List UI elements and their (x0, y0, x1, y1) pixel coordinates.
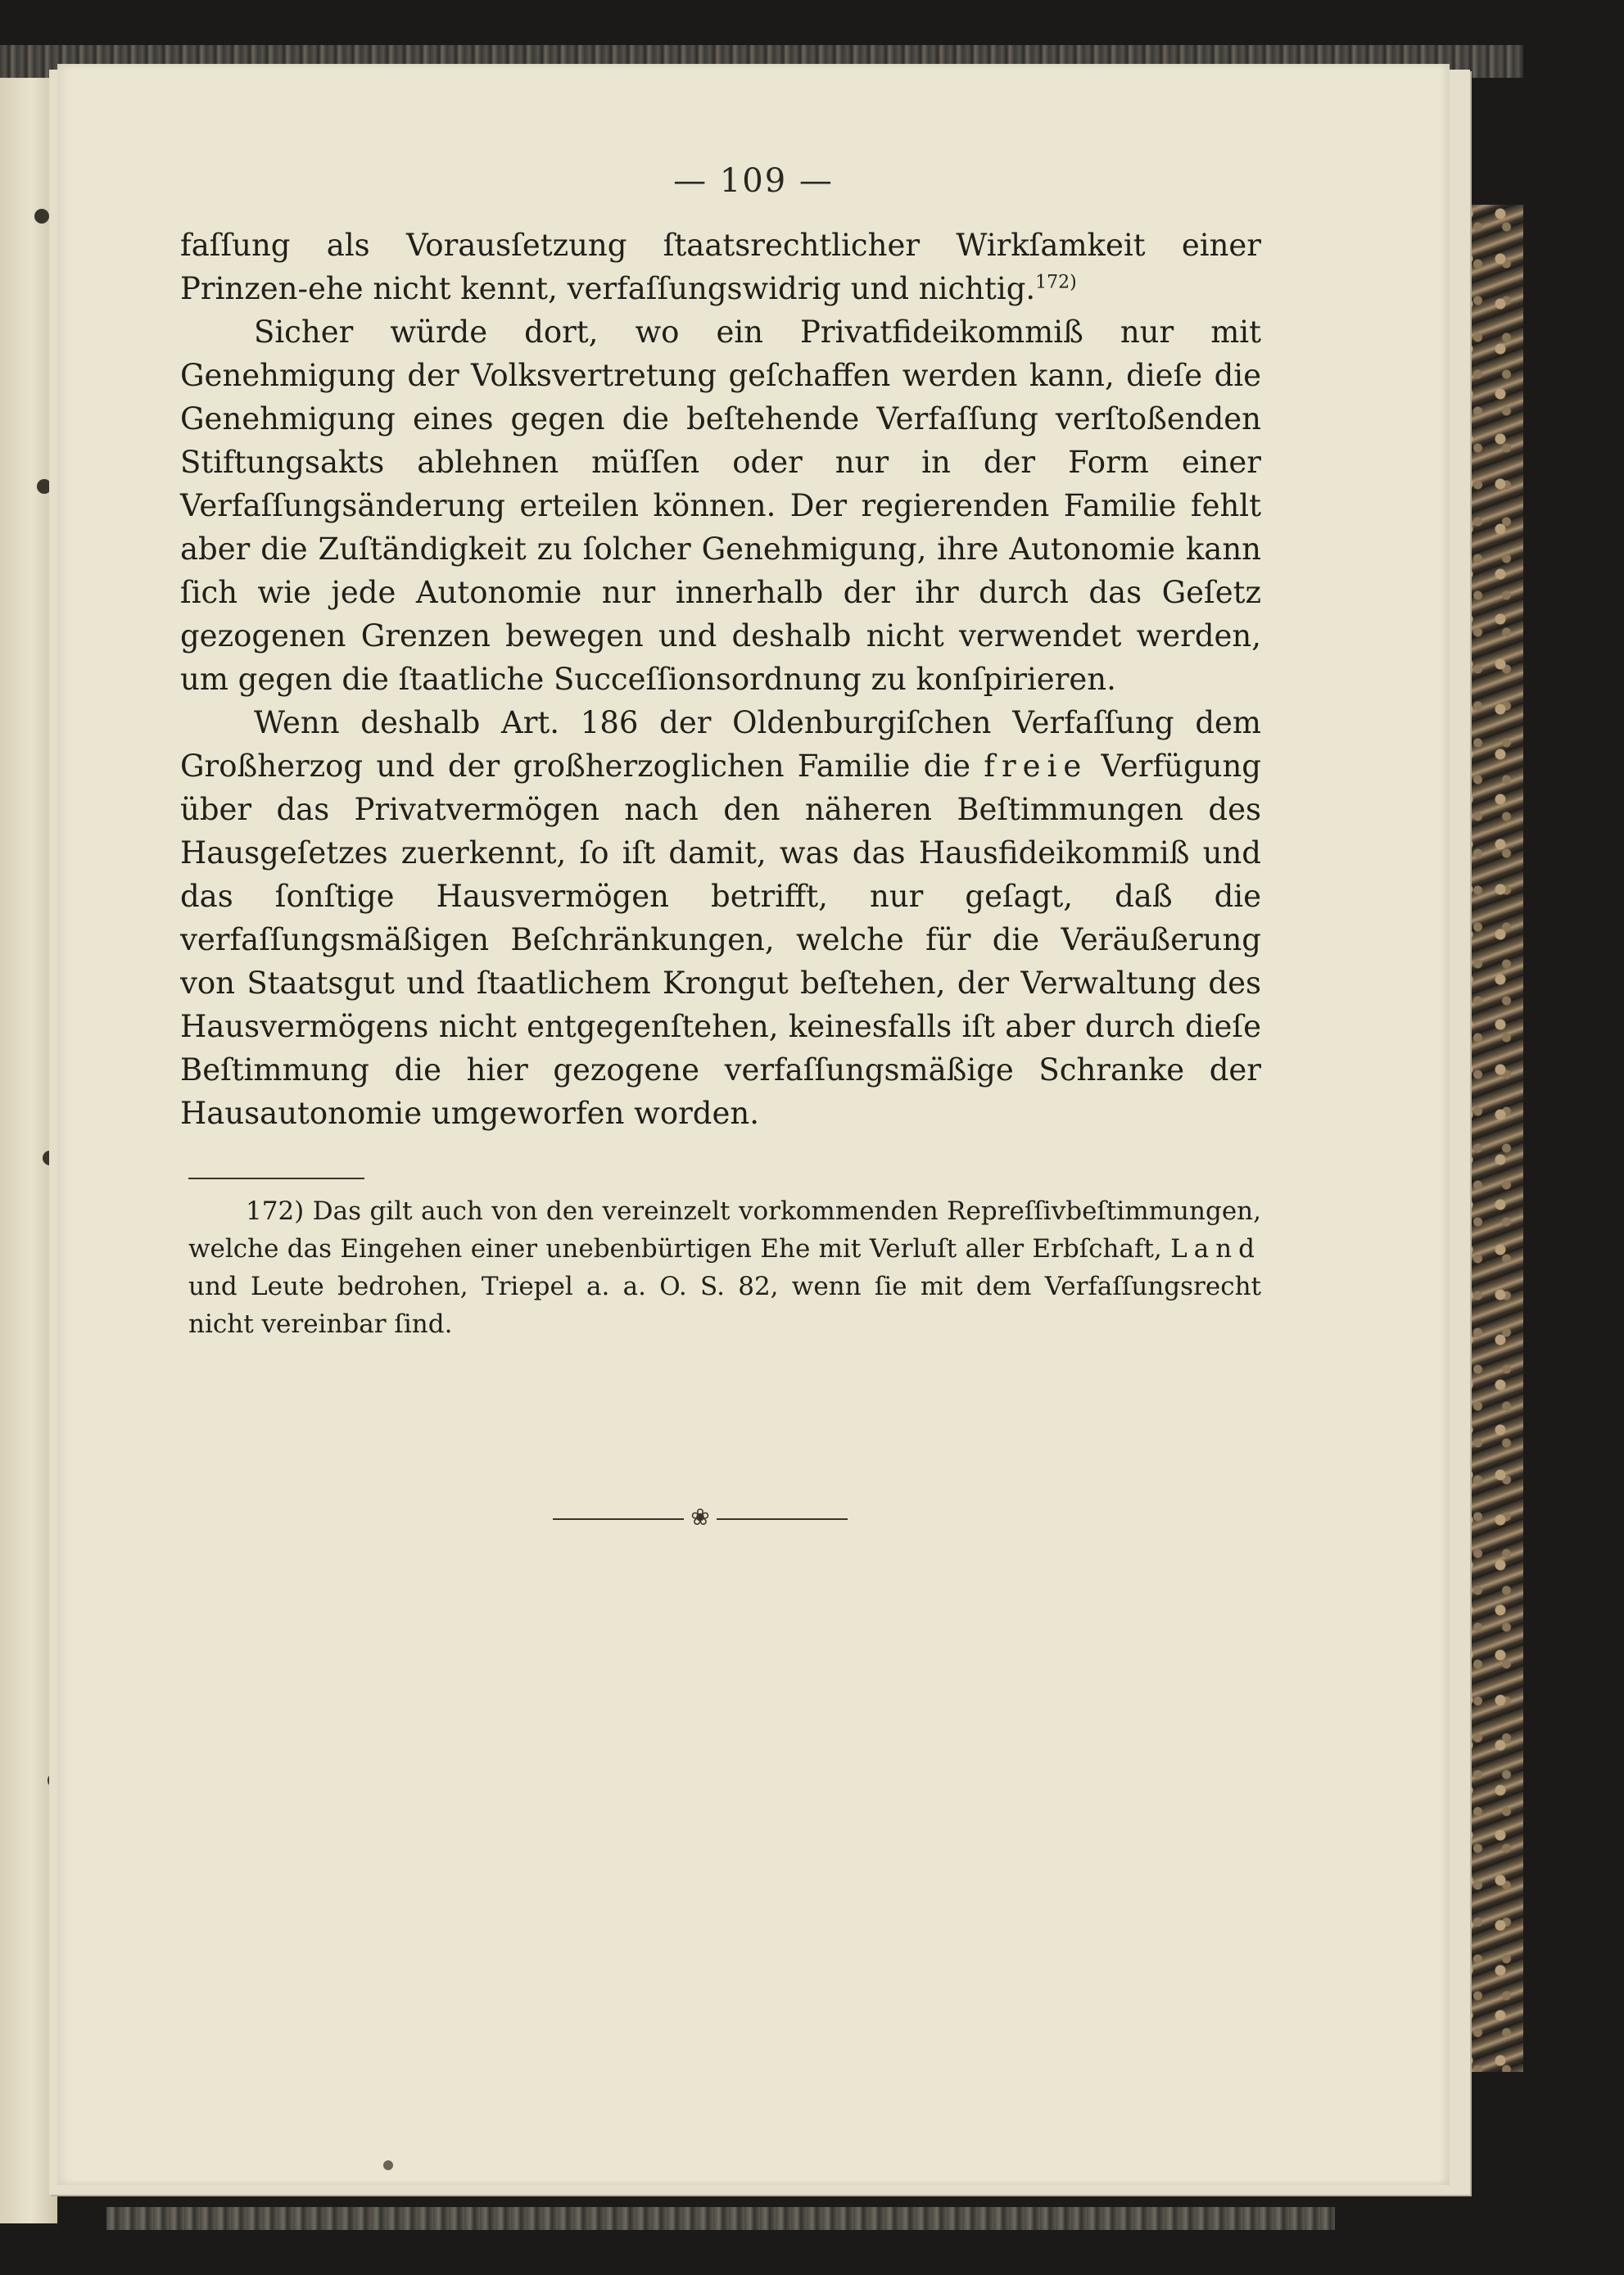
paragraph-3 (180, 701, 1261, 1135)
paragraph-1 (180, 224, 1261, 310)
footnote-text-start: 172) Das gilt auch von den vereinzelt vorkommenden Repreſſivbeſtimmungen, welche das Eingehen einer unebenbürtigen Ehe mit Verluſt aller Erbſchaft, (188, 1196, 1261, 1264)
paragraph-3-text-end: Verfügung über das Privatvermögen nach den näheren Beſtimmungen des Hausgeſetzes zuerkennt, ſo iſt damit, was das Hausfideikommiß und das ſonſtige Hausvermögen betrifft, nur geſagt, daß die verfaſſungsmäßigen Beſchränkungen, welche für die Veräußerung von Staatsgut und ſtaatlichem Krongut beſtehen, der Verwaltung des Hausvermögens nicht entgegenſtehen, keinesfalls iſt aber durch dieſe Beſtimmung die hier gezogene verfaſſungsmäßige Schranke der Hausautonomie umgeworfen worden. (180, 749, 1261, 1131)
footnote-divider (188, 1178, 364, 1179)
page-number: — 109 — (673, 162, 834, 200)
ornament-line-left (553, 1518, 684, 1520)
book-cover-bottom-edge (106, 2207, 1335, 2230)
emphasized-word: freie (984, 749, 1088, 784)
body-text (180, 224, 1261, 1135)
paragraph-2: Sicher würde dort, wo ein Privatfideikommiß nur mit Genehmigung der Volksvertretung geſchaffen werden kann, dieſe die Genehmigung eines gegen die beſtehende Verfaſſung verſtoßenden Stiftungsakts ablehnen müſſen oder nur in der Form einer Verfaſſungsänderung erteilen können. Der regierenden Familie fehlt aber die Zuſtändigkeit zu ſolcher Genehmigung, ihre Autonomie kann ſich wie jede Autonomie nur innerhalb der ihr durch das Geſetz gezogenen Grenzen bewegen und deshalb nicht verwendet werden, um gegen die ſtaatliche Succeſſionsordnung zu konſpirieren. (180, 314, 1261, 697)
paragraph-3-text-start: Wenn deshalb Art. 186 der Oldenburgiſchen Verfaſſung dem Großherzog und der großherzoglichen Familie die (180, 705, 1261, 784)
binding-stitch (34, 209, 49, 224)
footnote-marker: 172) (1035, 272, 1077, 293)
footnote-172 (188, 1192, 1261, 1343)
flower-icon: ❀ (690, 1504, 710, 1531)
ornament-line-right (717, 1518, 848, 1520)
paragraph-1-text: faſſung als Vorausſetzung ſtaatsrechtlicher Wirkſamkeit einer Prinzen-ehe nicht kennt, verfaſſungswidrig und nichtig. (180, 228, 1261, 306)
ink-speck (383, 2160, 393, 2170)
footnote-text-end: und Leute bedrohen, Triepel a. a. O. S. 82, wenn ſie mit dem Verfaſſungsrecht nicht vereinbar ſind. (188, 1272, 1261, 1339)
footnote-emphasized-word: Land (1170, 1234, 1261, 1264)
end-ornament (553, 1504, 848, 1531)
book-page (57, 64, 1450, 2185)
